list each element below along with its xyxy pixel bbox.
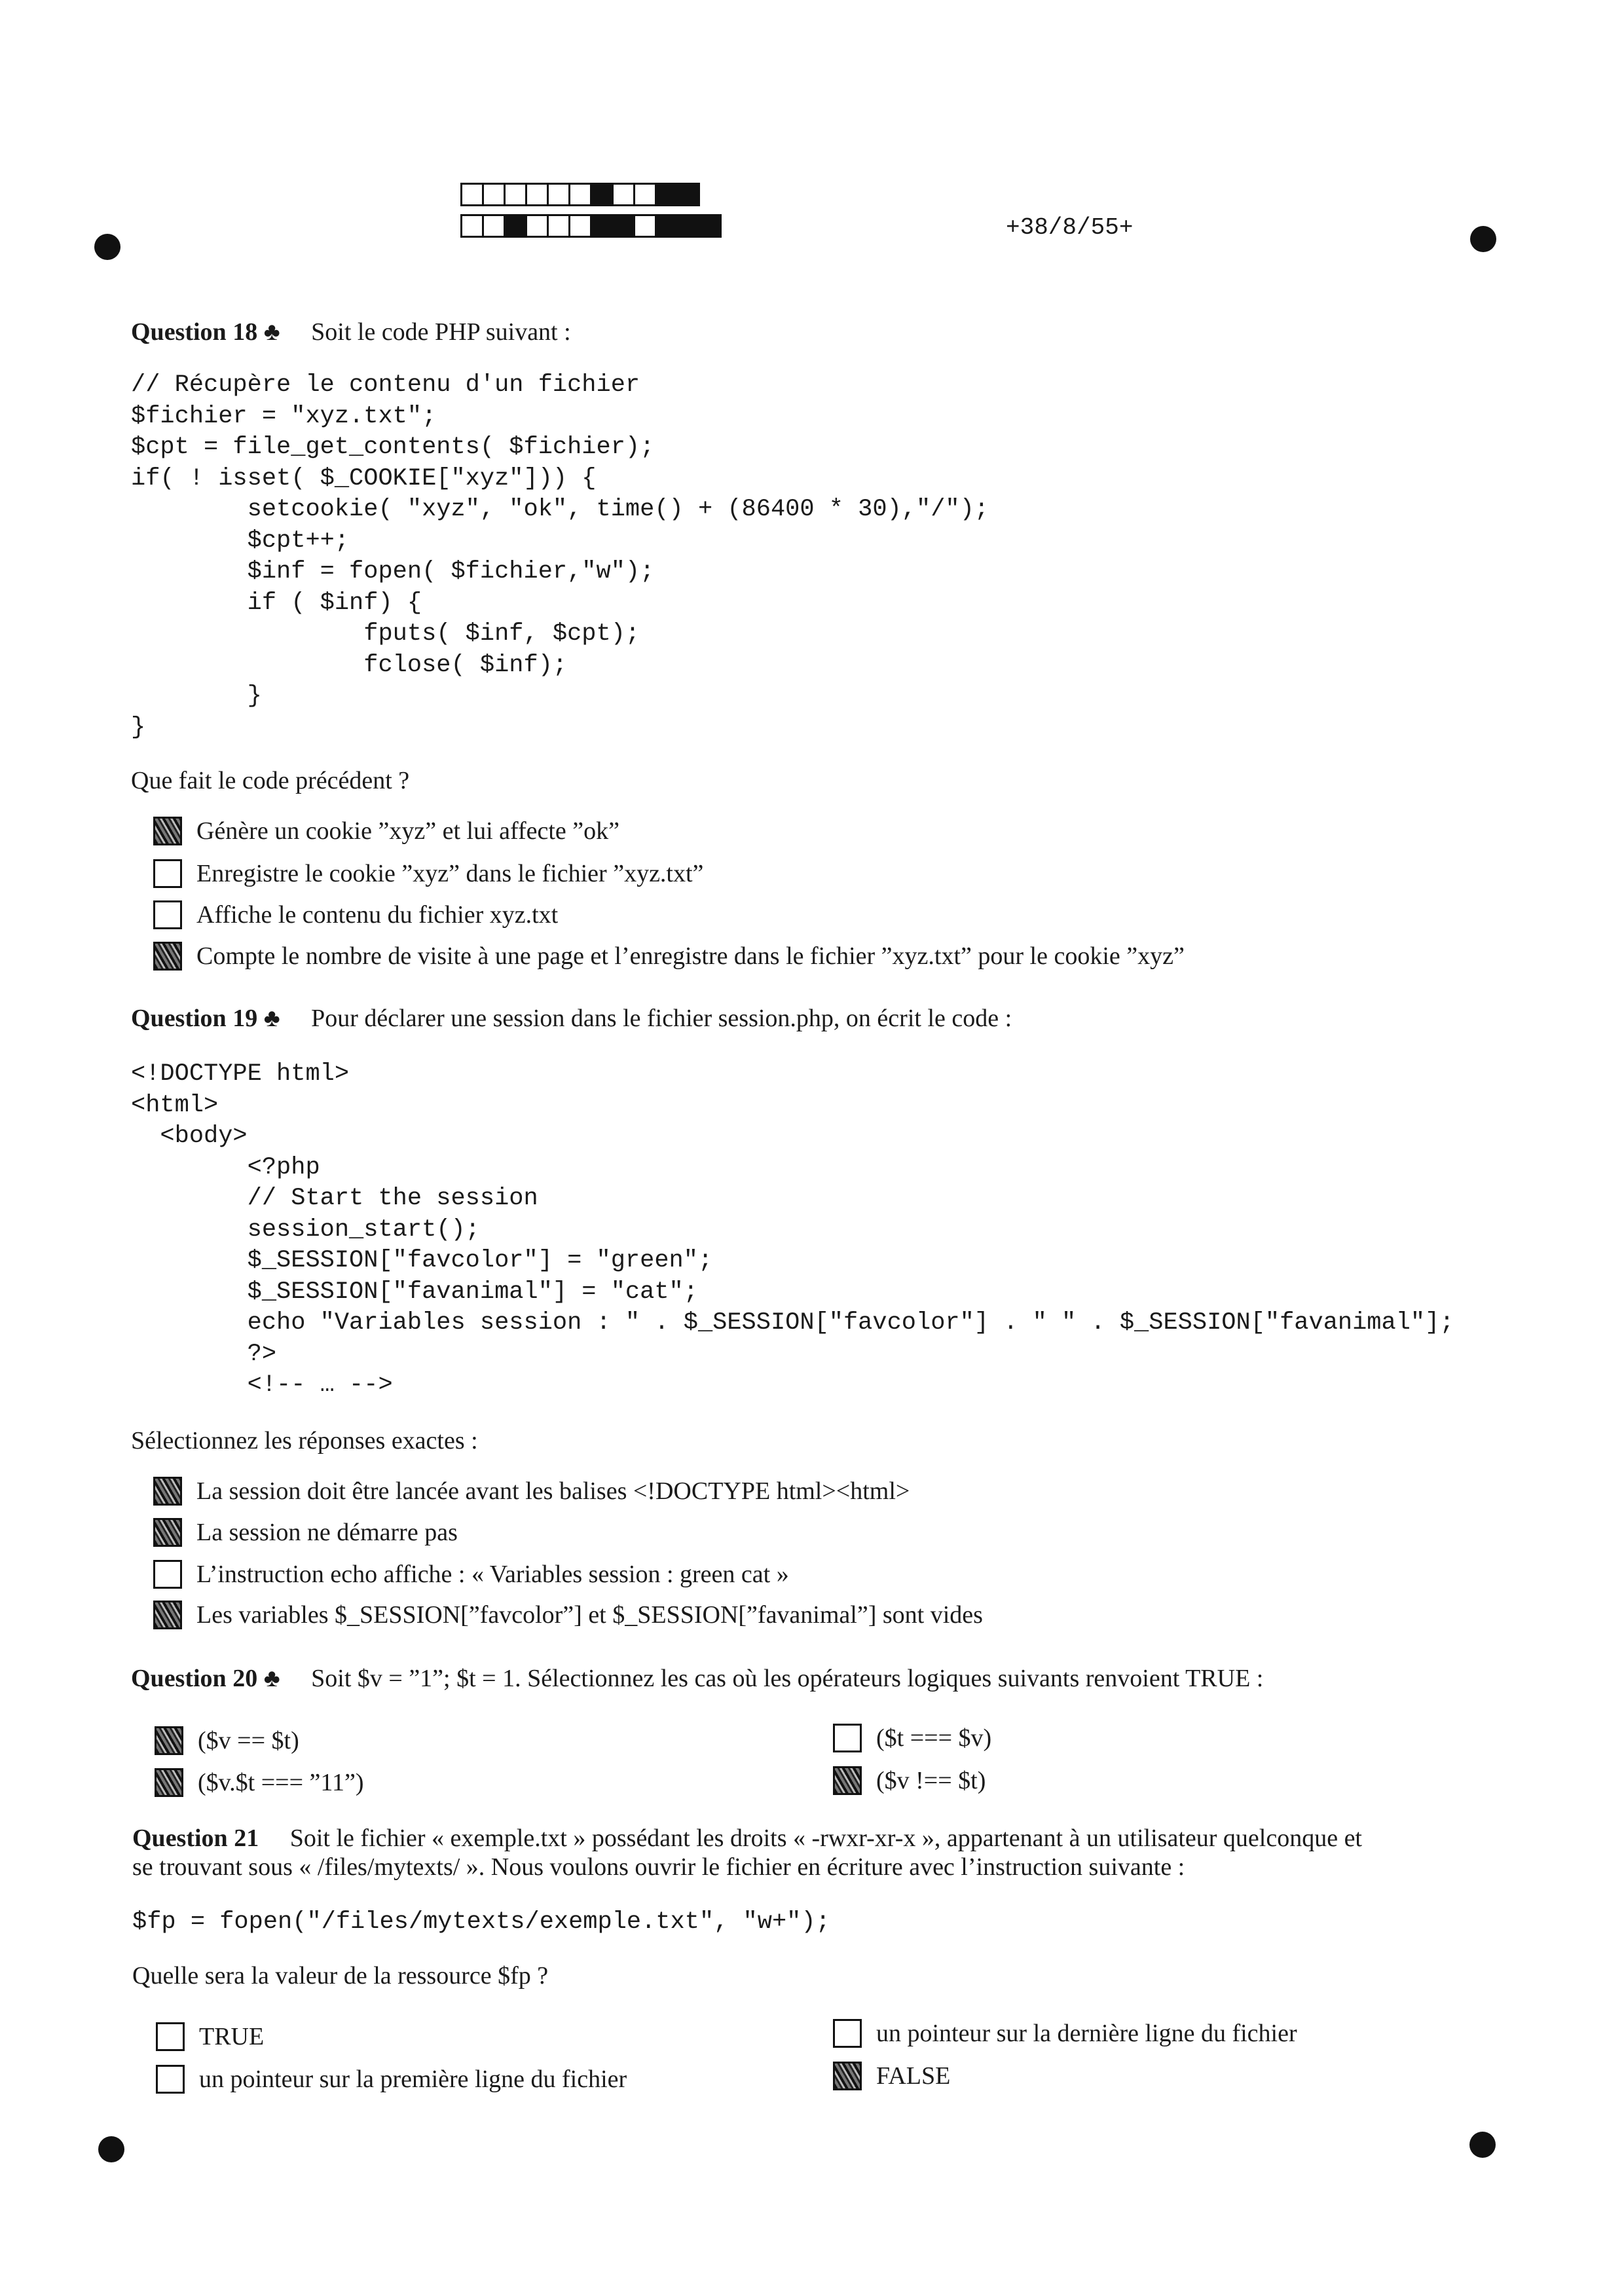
q20-prompt: Soit $v = ”1”; $t = 1. Sélectionnez les cas où les opérateurs logiques suivants renvoient TRUE : xyxy=(311,1665,1264,1692)
code-line: } xyxy=(131,682,262,710)
q20-option-1[interactable]: ($v == $t) xyxy=(155,1726,299,1755)
q20-option-2[interactable]: ($t === $v) xyxy=(833,1724,991,1752)
code-line: session_start(); xyxy=(131,1215,480,1244)
q19-label: Question 19 ♣ xyxy=(131,1005,280,1032)
code-line: if( ! isset( $_COOKIE["xyz"])) { xyxy=(131,464,597,492)
answer-checkbox[interactable] xyxy=(155,1726,183,1755)
page-barcode-row-1 xyxy=(460,183,698,206)
q21-label: Question 21 xyxy=(132,1824,259,1852)
code-line: fputs( $inf, $cpt); xyxy=(131,620,640,648)
q18-option-4[interactable]: Compte le nombre de visite à une page et l’enregistre dans le fichier ”xyz.txt” pour le cookie ”xyz” xyxy=(153,942,1185,971)
barcode-cell xyxy=(633,214,657,238)
q20-header xyxy=(131,1664,1263,1693)
registration-dot-bottom-left xyxy=(98,2136,124,2162)
q18-header xyxy=(131,318,571,346)
code-line: $_SESSION["favanimal"] = "cat"; xyxy=(131,1278,698,1306)
club-icon: ♣ xyxy=(263,1665,280,1692)
answer-checkbox[interactable] xyxy=(153,859,182,888)
answer-checkbox[interactable] xyxy=(156,2065,185,2094)
barcode-cell xyxy=(698,214,722,238)
q18-question: Que fait le code précédent ? xyxy=(131,767,410,794)
q21-option-4[interactable]: FALSE xyxy=(833,2062,950,2090)
club-icon: ♣ xyxy=(263,1005,280,1032)
barcode-cell xyxy=(612,214,635,238)
code-line: // Récupère le contenu d'un fichier xyxy=(131,371,640,399)
q21-option-3[interactable]: un pointeur sur la première ligne du fichier xyxy=(156,2065,627,2094)
barcode-cell xyxy=(525,183,549,206)
answer-checkbox[interactable] xyxy=(153,1477,182,1506)
code-line: // Start the session xyxy=(131,1185,538,1212)
barcode-cell xyxy=(568,214,592,238)
barcode-cell xyxy=(504,183,527,206)
code-line: ?> xyxy=(131,1340,277,1368)
q21-code-line: $fp = fopen("/files/mytexts/exemple.txt", "w+"); xyxy=(132,1908,830,1936)
code-line: echo "Variables session : " . $_SESSION["favcolor"] . " " . $_SESSION["favanimal"]; xyxy=(131,1309,1454,1337)
code-line: <!DOCTYPE html> xyxy=(131,1060,350,1088)
answer-checkbox[interactable] xyxy=(833,2019,862,2048)
q21-question: Quelle sera la valeur de la ressource $fp ? xyxy=(132,1962,549,1990)
answer-checkbox[interactable] xyxy=(153,1560,182,1589)
q19-header xyxy=(131,1004,1012,1033)
barcode-cell xyxy=(460,183,484,206)
code-line: fclose( $inf); xyxy=(131,651,568,679)
answer-checkbox[interactable] xyxy=(155,1768,183,1797)
page-id: +38/8/55+ xyxy=(1006,214,1134,241)
barcode-cell xyxy=(590,183,614,206)
q19-prompt: Pour déclarer une session dans le fichier session.php, on écrit le code : xyxy=(311,1005,1012,1032)
barcode-cell xyxy=(504,214,527,238)
code-line: <body> xyxy=(131,1122,248,1150)
answer-checkbox[interactable] xyxy=(833,2062,862,2090)
barcode-cell xyxy=(633,183,657,206)
q20-option-4[interactable]: ($v !== $t) xyxy=(833,1766,986,1795)
q18-option-3[interactable]: Affiche le contenu du fichier xyz.txt xyxy=(153,900,558,929)
barcode-cell xyxy=(547,183,570,206)
barcode-cell xyxy=(525,214,549,238)
registration-dot-top-left xyxy=(94,234,120,260)
code-line: $cpt = file_get_contents( $fichier); xyxy=(131,434,655,461)
q18-prompt: Soit le code PHP suivant : xyxy=(311,318,571,346)
code-line: <!-- … --> xyxy=(131,1371,393,1399)
registration-dot-bottom-right xyxy=(1469,2132,1496,2158)
barcode-cell xyxy=(676,214,700,238)
answer-checkbox[interactable] xyxy=(153,1518,182,1547)
q19-option-4[interactable]: Les variables $_SESSION[”favcolor”] et $_SESSION[”favanimal”] sont vides xyxy=(153,1601,983,1629)
registration-dot-top-right xyxy=(1470,226,1496,252)
q21-prompt-line-2: se trouvant sous « /files/mytexts/ ». Nous voulons ouvrir le fichier en écriture avec l’instruction suivante : xyxy=(132,1853,1185,1881)
q19-option-2[interactable]: La session ne démarre pas xyxy=(153,1518,458,1547)
barcode-cell xyxy=(482,183,506,206)
code-line: if ( $inf) { xyxy=(131,589,422,617)
barcode-cell xyxy=(568,183,592,206)
answer-checkbox[interactable] xyxy=(153,900,182,929)
barcode-cell xyxy=(612,183,635,206)
answer-checkbox[interactable] xyxy=(833,1766,862,1795)
code-line: $_SESSION["favcolor"] = "green"; xyxy=(131,1247,713,1274)
barcode-cell xyxy=(655,183,678,206)
code-line: $inf = fopen( $fichier,"w"); xyxy=(131,558,655,585)
page-barcode-row-2 xyxy=(460,214,720,238)
q18-option-1[interactable]: Génère un cookie ”xyz” et lui affecte ”ok” xyxy=(153,817,619,845)
q20-option-3[interactable]: ($v.$t === ”11”) xyxy=(155,1768,364,1797)
club-icon: ♣ xyxy=(263,318,280,346)
answer-checkbox[interactable] xyxy=(153,1601,182,1629)
q19-question: Sélectionnez les réponses exactes : xyxy=(131,1427,478,1454)
answer-checkbox[interactable] xyxy=(153,817,182,845)
code-line: $cpt++; xyxy=(131,527,350,555)
q18-code-block xyxy=(131,370,989,743)
q21-header xyxy=(132,1824,1362,1853)
code-line: $fichier = "xyz.txt"; xyxy=(131,402,437,430)
answer-checkbox[interactable] xyxy=(153,942,182,971)
code-line: } xyxy=(131,713,146,741)
barcode-cell xyxy=(676,183,700,206)
q21-option-1[interactable]: TRUE xyxy=(156,2022,264,2051)
q19-option-1[interactable]: La session doit être lancée avant les balises <!DOCTYPE html><html> xyxy=(153,1477,910,1506)
barcode-cell xyxy=(482,214,506,238)
barcode-cell xyxy=(590,214,614,238)
code-line: <?php xyxy=(131,1153,320,1181)
q18-label: Question 18 ♣ xyxy=(131,318,280,346)
q18-option-2[interactable]: Enregistre le cookie ”xyz” dans le fichier ”xyz.txt” xyxy=(153,859,703,888)
barcode-cell xyxy=(547,214,570,238)
q19-code-block xyxy=(131,1059,1454,1401)
q21-prompt-line-1: Soit le fichier « exemple.txt » possédant les droits « -rwxr-xr-x », appartenant à un utilisateur quelconque et xyxy=(289,1824,1362,1852)
q19-option-3[interactable]: L’instruction echo affiche : « Variables session : green cat » xyxy=(153,1560,789,1589)
answer-checkbox[interactable] xyxy=(833,1724,862,1752)
q20-label: Question 20 ♣ xyxy=(131,1665,280,1692)
q21-option-2[interactable]: un pointeur sur la dernière ligne du fichier xyxy=(833,2019,1297,2048)
code-line: <html> xyxy=(131,1091,219,1119)
barcode-cell xyxy=(460,214,484,238)
code-line: setcookie( "xyz", "ok", time() + (86400 * 30),"/"); xyxy=(131,496,989,523)
barcode-cell xyxy=(655,214,678,238)
answer-checkbox[interactable] xyxy=(156,2022,185,2051)
